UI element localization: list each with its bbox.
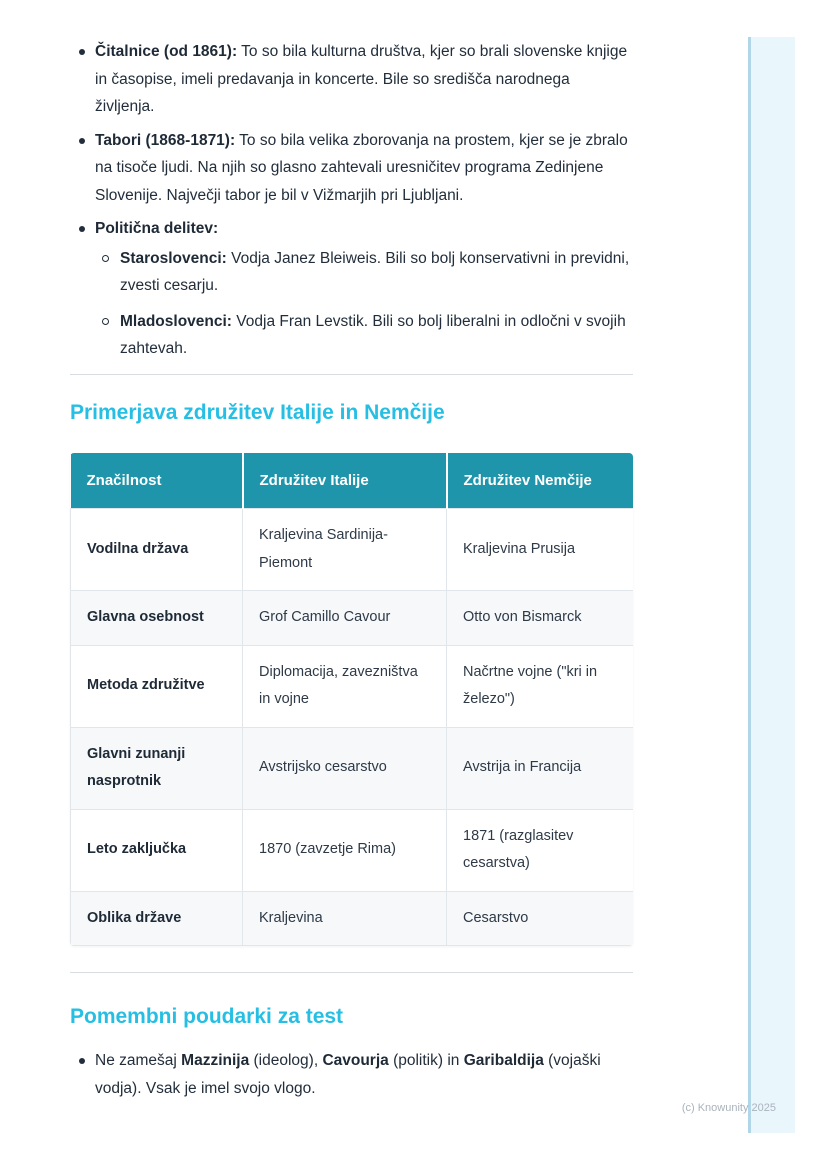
row-label: Glavna osebnost [71,591,243,646]
cell-germany: Kraljevina Prusija [447,509,634,591]
right-accent-strip [748,37,795,1133]
notes-list [70,38,633,363]
sublist-item-text: Vodja Fran Levstik. Bili so bolj liberalni in odločni v svojih zahtevah. [120,312,626,357]
list-item-text: (politik) in [388,1052,464,1069]
cell-italy: Grof Camillo Cavour [243,591,447,646]
list-item-politicna-delitev [70,215,633,363]
cell-germany: Otto von Bismarck [447,591,634,646]
list-item-bold-label: Tabori (1868-1871): [95,131,236,149]
list-item-text: To so bila kulturna društva, kjer so brali slovenske knjige in časopise, imeli predavanja in koncerte. Bile so središča narodnega življenja. [95,43,628,115]
row-label: Glavni zunanji nasprotnik [71,727,243,809]
test-notes-list [70,1047,633,1102]
table-row [71,509,634,591]
table-header-znacilnost: Značilnost [71,453,243,509]
cell-italy: Kraljevina [243,891,447,946]
section-divider [70,374,633,375]
section-divider [70,972,633,973]
copyright-footer: (c) Knowunity 2025 [681,1102,776,1114]
table-row [71,645,634,727]
list-item-bold-label: Čitalnice (od 1861): [95,43,238,60]
cell-italy: Avstrijsko cesarstvo [243,727,447,809]
table-header-italija: Združitev Italije [243,453,447,509]
bold-name-cavour: Cavourja [322,1052,389,1069]
sublist-item-bold-label: Mladoslovenci: [120,312,232,330]
cell-germany: Načrtne vojne ("kri in železo") [447,645,634,727]
cell-italy: Kraljevina Sardinija-Piemont [243,509,447,591]
sublist-item-text: Vodja Janez Bleiweis. Bili so bolj konservativni in previdni, zvesti cesarju. [120,249,630,294]
cell-italy: Diplomacija, zavezništva in vojne [243,645,447,727]
cell-germany: 1871 (razglasitev cesarstva) [447,809,634,891]
table-row [71,891,634,946]
table-header-nemcija: Združitev Nemčije [447,453,634,509]
bold-name-garibaldi: Garibaldija [463,1052,544,1069]
row-label: Oblika države [71,891,243,946]
list-item-text: (vojaški vodja). Vsak je imel svojo vlogo. [95,1052,601,1097]
sublist-item-staroslovenci [95,245,633,300]
row-label: Vodilna država [71,509,243,591]
notes-sublist [95,245,633,363]
table-row [71,591,634,646]
bold-name-mazzini: Mazzinija [181,1052,250,1069]
comparison-table-container [70,453,633,947]
list-item-tabori [70,127,633,210]
list-item-text: (ideolog), [249,1052,323,1069]
table-header-row [71,453,634,509]
list-item-ne-zamesaj [70,1047,633,1102]
table-row [71,727,634,809]
table-row [71,809,634,891]
comparison-table [70,453,633,947]
list-item-text: To so bila velika zborovanja na prostem, kjer se je zbralo na tisoče ljudi. Na njih so glasno zahtevali uresničitev programa Zedinjene Slovenije. Največji tabor je bil v Vižmarjih pri Ljubljani. [95,131,628,204]
list-item-citalnice [70,38,633,121]
list-item-text: Ne zamešaj [95,1052,182,1069]
comparison-section-heading: Primerjava združitev Italije in Nemčije [70,400,445,424]
sublist-item-bold-label: Staroslovenci: [120,249,227,267]
cell-germany: Cesarstvo [447,891,634,946]
list-item-bold-label: Politična delitev: [95,220,219,237]
test-section-heading: Pomembni poudarki za test [70,1005,344,1028]
sublist-item-mladoslovenci [95,308,633,363]
row-label: Leto zaključka [71,809,243,891]
cell-italy: 1870 (zavzetje Rima) [243,809,447,891]
row-label: Metoda združitve [71,645,243,727]
document-page [70,0,633,1102]
cell-germany: Avstrija in Francija [447,727,634,809]
